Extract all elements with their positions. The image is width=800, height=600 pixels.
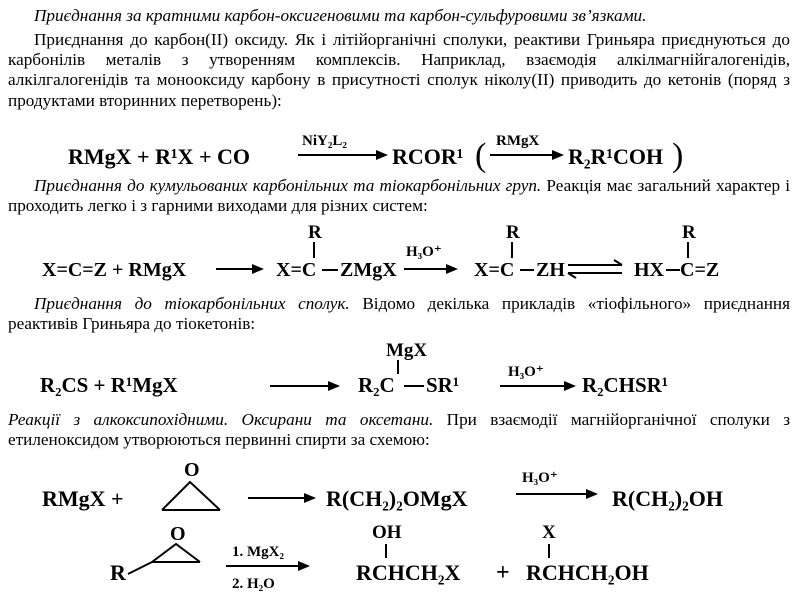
eq4-arrow1-head	[304, 493, 316, 503]
eq2-reagent: H₃O⁺	[406, 244, 442, 260]
eq2-arrow2-head	[446, 264, 458, 274]
eq1-arrow-head	[376, 150, 388, 160]
paragraph-lead: Приєднання до карбон(II) оксиду.	[34, 30, 289, 49]
paragraph-cumulated	[8, 176, 790, 216]
eq2-arrow1-head	[252, 264, 264, 274]
paragraph-lead: Приєднання до тіокарбонільних сполук.	[34, 294, 350, 313]
eq5-plus: +	[496, 560, 510, 586]
eq1-catalyst: NiY₂L₂	[302, 133, 347, 149]
eq2-reactants: X=C=Z + RMgX	[42, 259, 187, 281]
eq3-arrow1-head	[328, 381, 340, 391]
paragraph-thiocarbonyl	[8, 294, 790, 334]
eq4-intermediate: R(CH₂)₂OMgX	[326, 486, 468, 511]
eq4-epoxide-oxygen: O	[184, 459, 200, 481]
eq2-int-top: R	[308, 222, 322, 243]
eq2-p1-left: X=C	[474, 259, 515, 281]
eq2-p2-right: C=Z	[680, 259, 720, 281]
eq4-reagent: H₃O⁺	[522, 470, 558, 486]
eq5-product1-top: OH	[372, 522, 402, 543]
eq5-arrow-head	[298, 561, 310, 571]
eq1-paren-open: (	[475, 137, 487, 174]
eq2-int-right: ZMgX	[340, 259, 397, 281]
paragraph-text: При взаємодії магнійорганічної сполуки з етиленоксидом утворюються первинні спирти за схемою:	[8, 410, 790, 450]
eq5-r-bond	[128, 562, 152, 574]
eq5-r-label: R	[110, 560, 126, 585]
eq3-reagent: H₃O⁺	[508, 364, 544, 380]
paragraph-oxiranes	[8, 410, 790, 450]
eq1-product: RCOR¹	[392, 144, 464, 169]
eq3-reactants: R₂CS + R¹MgX	[40, 373, 178, 397]
eq5-product2: RCHCH₂OH	[526, 560, 649, 585]
eq5-step1: 1. MgX₂	[232, 544, 284, 560]
equation-cumulated-addition	[0, 218, 800, 282]
eq1-arrow2-head	[552, 150, 564, 160]
eq5-product1: RCHCH₂X	[356, 560, 461, 585]
eq3-product: R₂CHSR¹	[582, 373, 669, 397]
equation-ketone-synthesis	[0, 126, 800, 174]
eq5-product2-top: X	[542, 522, 556, 543]
paragraph-text: Як і літійорганічні сполуки, реактиви Гриньяра приєднуються до карбонілів металів з утворенням комплексів. Наприклад, взаємодія алкілмагнійгалогенідів, алкілгалогенідів та монооксиду карбону в присутності сполук ніколу(II) приводить до кетонів (поряд з продуктами вторинних перетворень):	[8, 30, 790, 110]
equation-thiophilic-addition	[0, 338, 800, 400]
eq2-p2-left: HX	[634, 259, 664, 281]
eq2-p2-top: R	[682, 222, 696, 243]
eq4-product: R(CH₂)₂OH	[612, 486, 723, 511]
eq1-paren-close: )	[672, 137, 684, 174]
eq5-epoxide-oxygen: O	[170, 523, 186, 545]
eq3-int-top: MgX	[386, 340, 428, 361]
eq5-step2: 2. H₂O	[232, 576, 275, 592]
eq3-int-left: R₂C	[358, 373, 395, 397]
eq2-int-left: X=C	[276, 259, 317, 281]
paragraph-lead: Реакції з алкоксипохідними. Оксирани та оксетани.	[8, 410, 434, 429]
equation-oxirane-ring-opening	[0, 516, 800, 600]
eq2-p1-right: ZH	[536, 259, 565, 281]
paragraph-carbon-monoxide	[8, 30, 790, 111]
eq3-int-right: SR¹	[426, 373, 460, 397]
eq1-reactants: RMgX + R¹X + CO	[68, 144, 250, 169]
eq4-reactant: RMgX +	[42, 486, 124, 511]
paragraph-lead: Приєднання до кумульованих карбонільних та тіокарбонільних груп.	[34, 176, 542, 195]
eq4-epoxide-ring-sides	[162, 482, 220, 510]
section-heading: Приєднання за кратними карбон-оксигеновими та карбон-сульфуровими зв’язками.	[34, 6, 647, 25]
paragraph-text: Відомо декілька прикладів «тіофільного» приєднання реактивів Гриньяра до тіокетонів:	[8, 294, 790, 334]
equation-ethylene-oxide	[0, 454, 800, 522]
eq4-arrow2-head	[586, 489, 598, 499]
eq2-p1-top: R	[506, 222, 520, 243]
eq1-product2: R₂R¹COH	[568, 144, 664, 169]
eq3-arrow2-head	[564, 381, 576, 391]
paragraph-text: Реакція має загальний характер і проходить легко і з гарними виходами для різних систем:	[8, 176, 790, 216]
eq1-reagent2: RMgX	[496, 133, 540, 149]
eq5-epoxide-ring-sides	[152, 544, 200, 562]
